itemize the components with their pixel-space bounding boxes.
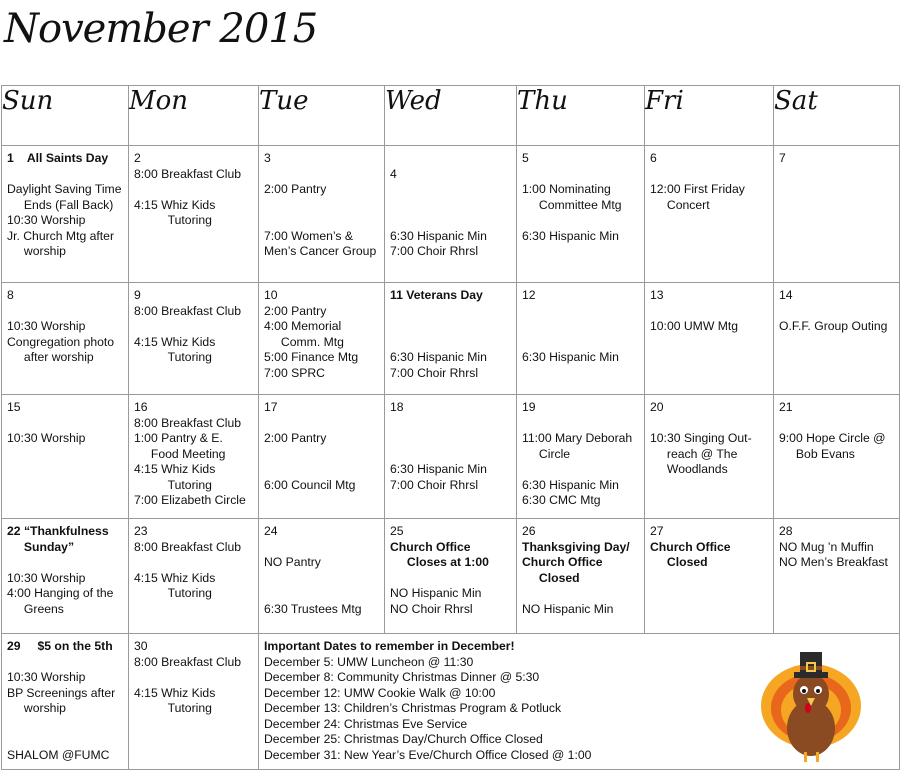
event-line: 1:00 Nominating: [522, 182, 611, 196]
day-cell: [259, 146, 385, 283]
event-line: [134, 182, 254, 198]
event-line: 6:00 Council Mtg: [264, 477, 356, 492]
event-line: 26: [522, 524, 536, 538]
event-line: NO Pantry: [264, 555, 321, 569]
week-row: [2, 283, 900, 395]
event-line: 19: [522, 400, 536, 414]
event-line: Congregation photo: [7, 334, 115, 349]
event-line: 6:30 Trustees Mtg: [264, 601, 362, 616]
event-line: 8:00 Breakfast Club: [134, 415, 242, 430]
event-line: [522, 167, 640, 183]
day-cell: [645, 519, 774, 634]
day-cell: [774, 395, 900, 519]
day-cell: [2, 283, 129, 395]
day-cell: [385, 395, 517, 519]
weekday-tue: Tue: [259, 86, 385, 146]
event-line: after worship: [7, 350, 94, 364]
weekday-sat: Sat: [774, 86, 900, 146]
event-line: 24: [264, 524, 278, 538]
event-line: [134, 670, 254, 686]
event-line: December 5: UMW Luncheon @ 11:30: [264, 654, 474, 669]
event-line: BP Screenings after: [7, 685, 116, 700]
event-line: 4:15 Whiz Kids: [134, 334, 216, 349]
event-line: 16: [134, 400, 148, 414]
event-line: 6:30 Hispanic Min: [522, 350, 619, 364]
event-line: 6:30 CMC Mtg: [522, 493, 601, 507]
event-line: [134, 319, 254, 335]
event-line: Bob Evans: [779, 446, 855, 461]
day-cell: [517, 519, 645, 634]
event-line: 15: [7, 400, 21, 414]
event-line: [522, 462, 640, 478]
event-line: Tutoring: [134, 586, 212, 600]
event-line: 4:15 Whiz Kids: [134, 570, 216, 585]
day-cell: [385, 283, 517, 395]
event-line: [264, 198, 380, 214]
event-line: 12:00 First Friday: [650, 182, 745, 196]
event-line: [264, 213, 380, 229]
event-line: 18: [390, 400, 404, 414]
event-line: Daylight Saving Time: [7, 182, 122, 196]
event-line: [390, 335, 512, 351]
event-line: [522, 416, 640, 432]
event-line: Closed: [650, 555, 708, 569]
week-row: [2, 395, 900, 519]
event-line: [7, 555, 124, 571]
event-line: [390, 571, 512, 587]
day-cell: [129, 146, 259, 283]
event-line: [264, 586, 380, 602]
day-cell: [517, 146, 645, 283]
event-line: [264, 462, 380, 478]
event-line: 23: [134, 524, 148, 538]
event-line: [390, 447, 512, 463]
event-line: 8:00 Breakfast Club: [134, 303, 242, 318]
event-line: 4:15 Whiz Kids: [134, 462, 216, 476]
event-line: [390, 182, 512, 198]
event-line: 2:00 Pantry: [264, 182, 327, 196]
event-line: worship: [7, 244, 66, 258]
event-line: 4:00 Memorial: [264, 319, 342, 333]
event-line: 6:30 Hispanic Min: [390, 228, 487, 243]
day-cell: [259, 283, 385, 395]
day-cell: [385, 146, 517, 283]
event-line: 6: [650, 151, 657, 165]
turkey-icon: [758, 636, 864, 766]
event-line: [264, 571, 380, 587]
event-line: 30: [134, 639, 148, 653]
event-line: 7:00 Choir Rhrsl: [390, 365, 479, 380]
event-line: 7:00 Elizabeth Circle: [134, 493, 246, 507]
event-line: 13: [650, 288, 664, 302]
day-cell: [517, 395, 645, 519]
event-line: 11 Veterans Day: [390, 288, 483, 302]
day-cell: [129, 395, 259, 519]
event-line: December 31: New Year’s Eve/Church Office Closed @ 1:00: [264, 747, 592, 762]
event-line: Circle: [522, 446, 571, 461]
event-line: Tutoring: [134, 213, 212, 227]
event-line: Sunday”: [7, 539, 75, 554]
day-cell: [645, 146, 774, 283]
event-line: 28: [779, 524, 793, 538]
event-line: NO Men’s Breakfast: [779, 555, 888, 569]
day-cell: [129, 283, 259, 395]
event-line: [390, 319, 512, 335]
event-line: [522, 213, 640, 229]
day-cell: [645, 395, 774, 519]
event-line: 25: [390, 524, 404, 538]
event-line: [134, 555, 254, 571]
event-line: worship: [7, 701, 66, 715]
event-line: 8:00 Breakfast Club: [134, 166, 242, 181]
event-line: 14: [779, 288, 793, 302]
day-cell: [774, 283, 900, 395]
event-line: 7:00 SPRC: [264, 365, 325, 380]
event-line: Ends (Fall Back): [7, 197, 114, 212]
event-line: 5: [522, 151, 529, 165]
event-line: 21: [779, 400, 793, 414]
weekday-thu: Thu: [517, 86, 645, 146]
weekday-sun: Sun: [2, 86, 129, 146]
day-cell: [259, 395, 385, 519]
event-line: [7, 655, 124, 671]
weekday-fri: Fri: [645, 86, 774, 146]
event-line: 9: [134, 288, 141, 302]
day-cell: [645, 283, 774, 395]
event-line: Greens: [7, 601, 64, 616]
day-cell: [259, 519, 385, 634]
event-line: Concert: [650, 197, 710, 212]
event-line: December 25: Christmas Day/Church Office Closed: [264, 732, 543, 746]
event-line: Tutoring: [134, 701, 212, 715]
event-line: 22 “Thankfulness: [7, 524, 109, 538]
day-cell: [774, 519, 900, 634]
event-line: 9:00 Hope Circle @: [779, 431, 886, 445]
event-line: 10:30 Worship: [7, 570, 86, 585]
event-line: 29 $5 on the 5th: [7, 639, 113, 653]
event-line: 10:30 Worship: [7, 319, 86, 333]
event-line: Church Office: [522, 555, 603, 569]
event-line: Woodlands: [650, 462, 728, 476]
event-line: 5:00 Finance Mtg: [264, 350, 359, 364]
event-line: Jr. Church Mtg after: [7, 228, 115, 243]
event-line: 10:30 Worship: [7, 213, 86, 227]
day-cell: [774, 146, 900, 283]
event-line: [264, 540, 380, 556]
event-line: 6:30 Hispanic Min: [390, 462, 487, 476]
day-cell: [385, 519, 517, 634]
event-line: [7, 167, 124, 183]
event-line: 8: [7, 288, 14, 302]
weekday-mon: Mon: [129, 86, 259, 146]
calendar-grid: [1, 85, 900, 770]
event-line: 6:30 Hispanic Min: [522, 228, 619, 243]
event-line: 2:00 Pantry: [264, 431, 327, 445]
event-line: 2: [134, 151, 141, 165]
event-line: Church Office: [390, 539, 471, 554]
weekday-wed: Wed: [385, 86, 517, 146]
day-cell: [2, 634, 129, 770]
event-line: 6:30 Hispanic Min: [390, 350, 487, 364]
event-line: [390, 304, 512, 320]
event-line: [650, 167, 769, 183]
event-line: O.F.F. Group Outing: [779, 319, 888, 333]
event-line: 4:00 Hanging of the: [7, 586, 114, 600]
event-line: 7:00 Women’s &: [264, 228, 353, 243]
event-line: Comm. Mtg: [264, 334, 344, 349]
event-line: Men’s Cancer Group: [264, 244, 377, 258]
day-cell: [129, 634, 259, 770]
event-line: Committee Mtg: [522, 197, 622, 212]
event-line: 4:15 Whiz Kids: [134, 197, 216, 212]
event-line: 2:00 Pantry: [264, 303, 327, 318]
event-line: 4:15 Whiz Kids: [134, 685, 216, 700]
day-cell: [129, 519, 259, 634]
event-line: 11:00 Mary Deborah: [522, 431, 633, 445]
event-line: NO Hispanic Min: [390, 586, 482, 600]
event-line: [390, 416, 512, 432]
event-line: Closed: [522, 570, 580, 585]
event-line: reach @ The: [650, 446, 738, 461]
event-line: [7, 416, 124, 432]
event-line: 1:00 Pantry & E.: [134, 431, 223, 445]
event-line: December 12: UMW Cookie Walk @ 10:00: [264, 685, 496, 700]
event-line: 7: [779, 151, 786, 165]
event-line: [264, 416, 380, 432]
event-line: 20: [650, 400, 664, 414]
day-cell: [2, 519, 129, 634]
december-notes-cell: [259, 634, 900, 770]
event-line: 27: [650, 524, 664, 538]
event-line: Closes at 1:00: [390, 555, 489, 569]
weekday-header-row: [2, 86, 900, 146]
event-line: December 24: Christmas Eve Service: [264, 716, 468, 731]
event-line: [390, 213, 512, 229]
event-line: Church Office: [650, 539, 731, 554]
event-line: Food Meeting: [134, 446, 226, 461]
event-line: [7, 732, 124, 748]
day-cell: [517, 283, 645, 395]
event-line: 3: [264, 151, 271, 165]
event-line: [390, 431, 512, 447]
day-cell: [2, 395, 129, 519]
event-line: SHALOM @FUMC: [7, 747, 110, 762]
event-line: [650, 416, 769, 432]
event-line: [779, 304, 895, 320]
event-line: [522, 304, 640, 320]
event-line: 17: [264, 400, 278, 414]
week-row: [2, 634, 900, 770]
event-line: [522, 319, 640, 335]
event-line: 1 All Saints Day: [7, 151, 109, 165]
event-line: [522, 335, 640, 351]
day-cell: [2, 146, 129, 283]
event-line: December 13: Children’s Christmas Program & Potluck: [264, 701, 562, 715]
event-line: [7, 717, 124, 733]
page-title: November 2015: [4, 6, 318, 52]
event-line: NO Hispanic Min: [522, 601, 614, 616]
event-line: 7:00 Choir Rhrsl: [390, 477, 479, 492]
event-line: 10:30 Worship: [7, 670, 86, 684]
event-line: NO Choir Rhrsl: [390, 601, 473, 616]
event-line: 12: [522, 288, 536, 302]
event-line: [7, 304, 124, 320]
event-line: 10:30 Singing Out-: [650, 431, 752, 445]
event-line: [390, 198, 512, 214]
event-line: 10: [264, 288, 278, 302]
event-line: [779, 416, 895, 432]
event-line: December 8: Community Christmas Dinner @ 5:30: [264, 670, 540, 684]
event-line: Thanksgiving Day/: [522, 539, 630, 554]
event-line: 10:00 UMW Mtg: [650, 319, 739, 333]
event-line: 4: [390, 166, 397, 181]
event-line: [650, 304, 769, 320]
event-line: Important Dates to remember in December!: [264, 639, 515, 653]
event-line: [390, 151, 512, 167]
event-line: 8:00 Breakfast Club: [134, 539, 242, 554]
event-line: 6:30 Hispanic Min: [522, 477, 619, 492]
event-line: 10:30 Worship: [7, 431, 86, 445]
event-line: [522, 586, 640, 602]
week-row: [2, 146, 900, 283]
event-line: [264, 447, 380, 463]
week-row: [2, 519, 900, 634]
event-line: [264, 167, 380, 183]
event-line: Tutoring: [134, 350, 212, 364]
event-line: Tutoring: [134, 477, 212, 492]
event-line: 8:00 Breakfast Club: [134, 654, 242, 669]
event-line: NO Mug ’n Muffin: [779, 539, 874, 554]
event-line: 7:00 Choir Rhrsl: [390, 244, 479, 258]
